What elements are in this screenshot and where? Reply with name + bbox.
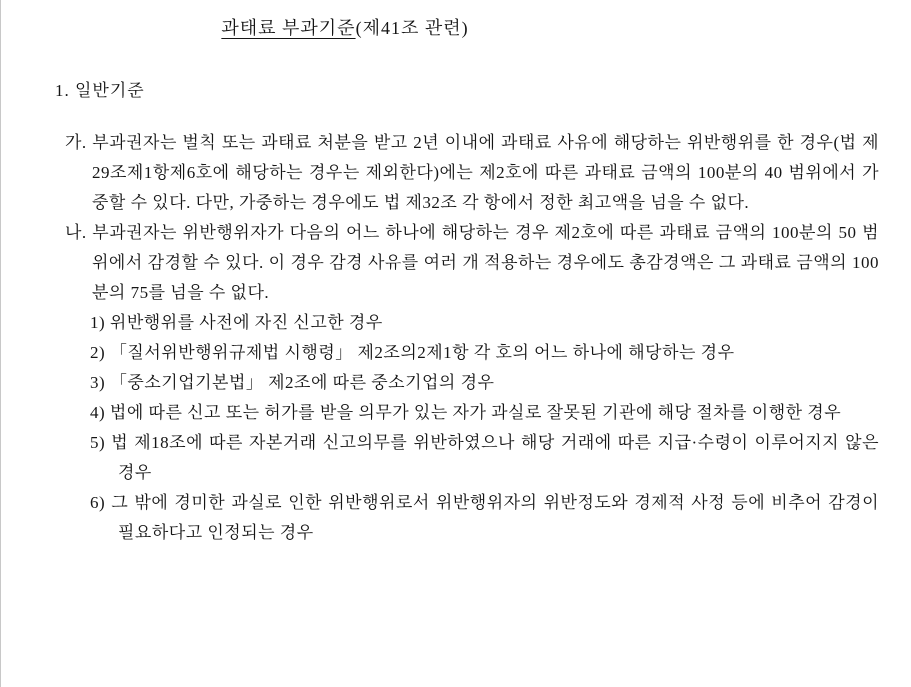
subclause-1 xyxy=(0,308,879,338)
clause-na-label: 나. xyxy=(65,223,87,242)
document-title xyxy=(0,0,690,43)
subclause-5-label: 5) xyxy=(90,433,106,452)
clause-na-text: 부과권자는 위반행위자가 다음의 어느 하나에 해당하는 경우 제2호에 따른 과태료 금액의 100분의 50 범위에서 감경할 수 있다. 이 경우 감경 사유를 여러 개 적용하는 경우에도 총감경액은 그 과태료 금액의 100분의 75를 넘을 수 없다. xyxy=(92,223,880,302)
section-1-heading: 1. 일반기준 xyxy=(55,81,145,100)
subclause-1-label: 1) xyxy=(90,313,106,332)
subclause-3-label: 3) xyxy=(90,373,106,392)
section-1-body xyxy=(0,128,911,548)
subclause-2-text: 「질서위반행위규제법 시행령」 제2조의2제1항 각 호의 어느 하나에 해당하는 경우 xyxy=(109,343,735,362)
subclause-4 xyxy=(0,398,879,428)
subclause-6-text: 그 밖에 경미한 과실로 인한 위반행위로서 위반행위자의 위반정도와 경제적 사정 등에 비추어 감경이 필요하다고 인정되는 경우 xyxy=(111,493,879,542)
clause-na xyxy=(0,218,879,308)
subclause-4-text: 법에 따른 신고 또는 허가를 받을 의무가 있는 자가 과실로 잘못된 기관에 해당 절차를 이행한 경우 xyxy=(109,403,842,422)
subclause-3 xyxy=(0,368,879,398)
subclause-6-label: 6) xyxy=(90,493,106,512)
page-edge-line xyxy=(0,0,1,687)
clause-ga-text: 부과권자는 벌칙 또는 과태료 처분을 받고 2년 이내에 과태료 사유에 해당하는 위반행위를 한 경우(법 제29조제1항제6호에 해당하는 경우는 제외한다)에는 제2호에 따른 과태료 금액의 100분의 40 범위에서 가중할 수 있다. 다만, 가중하는 경우에도 법 제32조 각 항에서 정한 최고액을 넘을 수 없다. xyxy=(92,133,879,212)
subclause-5 xyxy=(0,428,879,488)
subclause-3-text: 「중소기업기본법」 제2조에 따른 중소기업의 경우 xyxy=(109,373,495,392)
document-title-suffix: (제41조 관련) xyxy=(355,18,469,38)
subclause-4-label: 4) xyxy=(90,403,106,422)
subclause-5-text: 법 제18조에 따른 자본거래 신고의무를 위반하였으나 해당 거래에 따른 지급·수령이 이루어지지 않은 경우 xyxy=(111,433,880,482)
subclause-1-text: 위반행위를 사전에 자진 신고한 경우 xyxy=(109,313,383,332)
clause-ga-label: 가. xyxy=(65,133,87,152)
clause-ga xyxy=(0,128,879,218)
document-title-underlined: 과태료 부과기준 xyxy=(221,18,356,38)
subclause-2-label: 2) xyxy=(90,343,106,362)
subclause-6 xyxy=(0,488,879,548)
subclause-2 xyxy=(0,338,879,368)
